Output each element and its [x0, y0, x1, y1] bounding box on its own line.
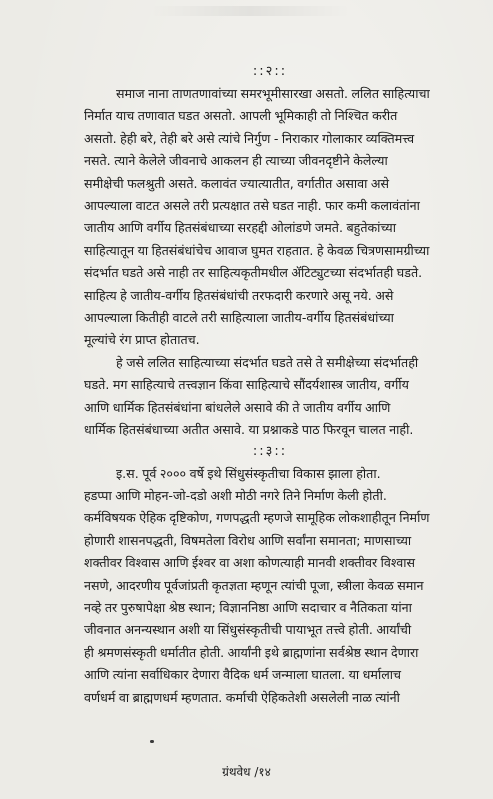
text-line: संदर्भात घडते असे नाही तर साहित्यकृतीमधील ॲटिट्युटच्या संदर्भातही घडते.: [84, 265, 423, 281]
paragraph-1: [84, 83, 456, 352]
text-line: वर्णधर्म वा ब्राह्मणधर्म म्हणतात. कर्माची ऐहिकतेशी असलेली नाळ त्यांनी: [84, 689, 400, 705]
text-line: ही श्रमणसंस्कृती धर्मातीत होती. आर्यांनी इथे ब्राह्मणांना सर्वश्रेष्ठ स्थान देणारा: [84, 644, 419, 660]
text-line: शक्तीवर विश्वास आणि ईश्वर वा अशा कोणत्याही मानवी शक्तीवर विश्वास: [84, 555, 416, 571]
page-footer: ग्रंथवेध /१४: [222, 765, 271, 779]
paragraph-3: [84, 463, 456, 709]
text-line: समीक्षेची फलश्रुती असते. कलावंत ज्यात्यातीत, वर्गातीत असावा असे: [84, 175, 390, 191]
text-line: धार्मिक हितसंबंधाच्या अतीत असावे. या प्रश्नाकडे पाठ फिरवून चालत नाही.: [84, 422, 414, 438]
ink-speck: [150, 740, 154, 743]
text-line: जातीय आणि वर्गीय हितसंबंधाच्या सरहद्दी ओलांडणे जमते. बहुतेकांच्या: [84, 220, 396, 236]
text-line: मूल्यांचे रंग प्राप्त होतातच.: [84, 332, 200, 348]
text-line: असतो. हेही बरे, तेही बरे असे त्यांचे निर्गुण - निराकार गोलाकार व्यक्तिमत्त्व: [84, 130, 415, 146]
text-line: घडते. मग साहित्याचे तत्त्वज्ञान किंवा साहित्याचे सौंदर्यशास्त्र जातीय, वर्गीय: [84, 377, 409, 393]
text-line: कर्मविषयक ऐहिक दृष्टिकोण, गणपद्धती म्हणजे सामूहिक लोकशाहीतून निर्माण: [84, 510, 430, 526]
text-line: नसते. त्याने केलेले जीवनाचे आकलन ही त्याच्या जीवनदृष्टीने केलेल्या: [84, 153, 388, 169]
text-line: नव्हे तर पुरुषापेक्षा श्रेष्ठ स्थान; विज्ञाननिष्ठा आणि सदाचार व नैतिकता यांना: [84, 599, 412, 615]
text-line: समाज नाना ताणतणावांच्या समरभूमीसारखा असतो. ललित साहित्याचा: [116, 86, 430, 101]
text-line: इ.स. पूर्व २००० वर्षे इथे सिंधुसंस्कृतीचा विकास झाला होता.: [116, 465, 381, 481]
text-line: साहित्य हे जातीय-वर्गीय हितसंबंधांची तरफदारी करणारे असू नये. असे: [84, 287, 394, 303]
text-line: साहित्यातून या हितसंबंधांचेच आवाज घुमत राहतात. हे केवळ चित्रणसामग्रीच्या: [84, 242, 430, 258]
paragraph-2: [84, 352, 456, 442]
section-marker-3: ::३::: [252, 443, 288, 459]
text-line: होणारी शासनपद्धती, विषमतेला विरोध आणि सर्वांना समानता; माणसाच्या: [84, 532, 412, 548]
text-line: नसणे, आदरणीय पूर्वजांप्रती कृतज्ञता म्हणून त्यांची पूजा, स्त्रीला केवळ समान: [84, 577, 424, 593]
text-line: हे जसे ललित साहित्याच्या संदर्भात घडते तसे ते समीक्षेच्या संदर्भातही: [116, 354, 419, 370]
text-line: आपल्याला कितीही वाटले तरी साहित्याला जातीय-वर्गीय हितसंबंधांच्या: [84, 310, 394, 326]
page-content: [84, 62, 456, 709]
section-marker-2: ::२::: [252, 64, 288, 79]
bleed-through-shadow: [150, 6, 350, 16]
text-line: जीवनात अनन्यस्थान अशी या सिंधुसंस्कृतीची पायाभूत तत्त्वे होती. आर्यांची: [84, 622, 412, 638]
text-line: आपल्याला वाटत असले तरी प्रत्यक्षात तसे घडत नाही. फार कमी कलावंतांना: [84, 198, 420, 214]
text-line: आणि त्यांना सर्वाधिकार देणारा वैदिक धर्म जन्माला घातला. या धर्मालाच: [84, 667, 402, 683]
text-line: हडप्पा आणि मोहन-जो-दडो अशी मोठी नगरे तिने निर्माण केली होती.: [84, 487, 387, 503]
text-line: निर्मात याच तणावात घडत असतो. आपली भूमिकाही तो निश्चित करीत: [84, 108, 398, 124]
text-line: आणि धार्मिक हितसंबंधांना बांधलेले असावे की ते जातीय वर्गीय आणि: [84, 399, 391, 415]
